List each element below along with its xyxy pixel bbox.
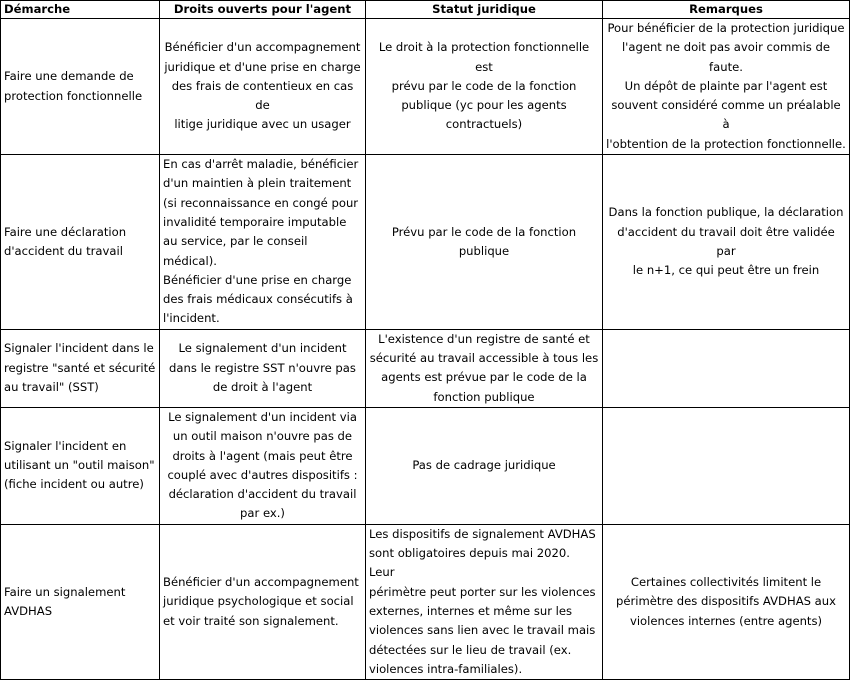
cell-droits — [160, 524, 366, 679]
cell-statut — [366, 155, 603, 330]
table-row — [1, 524, 850, 679]
cell-remarques — [603, 407, 850, 524]
cell-text: Bénéficier d'un accompagnement juridique et d'une prise en charge des frais de contentieux en cas de litige juridique avec un usager — [164, 40, 361, 132]
cell-text: Pour bénéficier de la protection juridique l'agent ne doit pas avoir commis de faute. Un dépôt de plainte par l'agent est souvent considéré comme un préalable à l'obtention de la protection fonctionnelle. — [606, 21, 846, 151]
table-row — [1, 19, 850, 155]
cell-text: Signaler l'incident en utilisant un "outil maison" (fiche incident ou autre) — [4, 438, 155, 492]
cell-text: Faire un signalement AVDHAS — [4, 584, 126, 618]
cell-statut — [366, 407, 603, 524]
cell-text: Signaler l'incident dans le registre "santé et sécurité au travail" (SST) — [4, 341, 156, 394]
header-demarche: Démarche — [1, 1, 160, 19]
cell-text: Faire une demande de protection fonctionnelle — [4, 69, 143, 103]
table-row — [1, 329, 850, 407]
table-row — [1, 155, 850, 330]
cell-statut — [366, 524, 603, 679]
header-droits: Droits ouverts pour l'agent — [160, 1, 366, 19]
cell-text: L'existence d'un registre de santé et sécurité au travail accessible à tous les agents est prévue par le code de la fonction publique — [369, 331, 599, 404]
cell-droits — [160, 407, 366, 524]
header-statut: Statut juridique — [366, 1, 603, 19]
cell-droits — [160, 329, 366, 407]
cell-text: En cas d'arrêt maladie, bénéficier d'un maintien à plein traitement (si reconnaissance en congé pour invalidité temporaire imputable au service, par le conseil médical). Bénéficier d'une prise en charge des frais médicaux consécutifs à l'incident. — [163, 157, 359, 326]
cell-text: Certaines collectivités limitent le périmètre des dispositifs AVDHAS aux violences internes (entre agents) — [616, 574, 836, 628]
cell-text: Les dispositifs de signalement AVDHAS sont obligatoires depuis mai 2020. Leur périmètre peut porter sur les violences externes, internes et même sur les violences sans lien avec le travail mais détectées sur le lieu de travail (ex. violences intra-familiales). — [369, 526, 596, 676]
cell-demarche — [1, 329, 160, 407]
cell-text: Dans la fonction publique, la déclaration d'accident du travail doit être validée par le n+1, ce qui peut être un frein — [608, 205, 844, 278]
cell-demarche — [1, 524, 160, 679]
cell-remarques — [603, 155, 850, 330]
cell-text: Prévu par le code de la fonction publique — [391, 224, 577, 258]
cell-demarche — [1, 407, 160, 524]
cell-statut — [366, 19, 603, 155]
cell-remarques — [603, 524, 850, 679]
cell-droits — [160, 155, 366, 330]
cell-text: Le droit à la protection fonctionnelle est prévu par le code de la fonction publique (yc pour les agents contractuels) — [378, 40, 590, 132]
header-row — [1, 1, 850, 19]
cell-text: Bénéficier d'un accompagnement juridique psychologique et social et voir traité son signalement. — [163, 574, 359, 628]
cell-text: Faire une déclaration d'accident du travail — [4, 224, 127, 258]
cell-text: Le signalement d'un incident via un outil maison n'ouvre pas de droits à l'agent (mais peut être couplé avec d'autres dispositifs : déclaration d'accident du travail par ex.) — [167, 409, 358, 521]
header-remarques: Remarques — [603, 1, 850, 19]
cell-remarques — [603, 19, 850, 155]
cell-text: Le signalement d'un incident dans le registre SST n'ouvre pas de droit à l'agent — [169, 341, 356, 394]
cell-statut — [366, 329, 603, 407]
table-row — [1, 407, 850, 524]
cell-demarche — [1, 155, 160, 330]
cell-remarques — [603, 329, 850, 407]
cell-demarche — [1, 19, 160, 155]
cell-text: Pas de cadrage juridique — [412, 458, 556, 473]
cell-droits — [160, 19, 366, 155]
